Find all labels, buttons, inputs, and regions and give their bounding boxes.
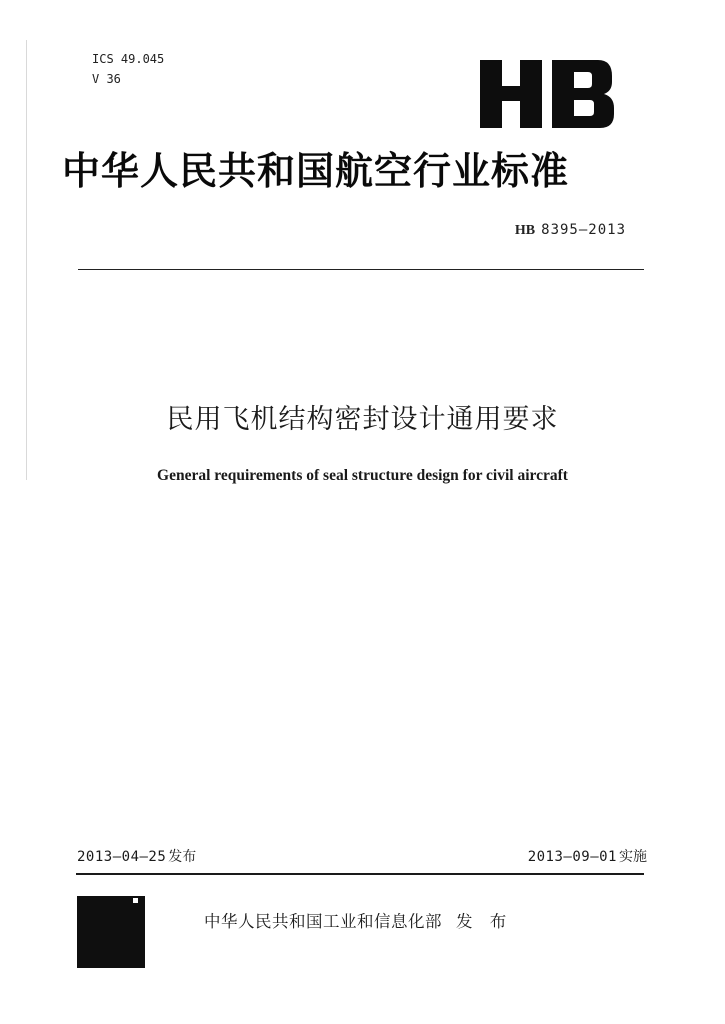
implement-label: 实施 [619, 849, 647, 865]
publisher-name: 中华人民共和国工业和信息化部 [204, 912, 442, 931]
standard-category-title: 中华人民共和国航空行业标准 [62, 149, 570, 193]
issue-date: 2013—04—25 [77, 849, 167, 865]
publisher-line [204, 911, 512, 933]
document-title-chinese: 民用飞机结构密封设计通用要求 [166, 404, 559, 435]
standard-number [515, 222, 626, 239]
ics-code: ICS 49.045 [92, 52, 165, 66]
implement-date: 2013—09—01 [527, 849, 617, 865]
issue-label: 发布 [168, 849, 197, 865]
implement-date-line [528, 848, 647, 866]
standard-number-value: 8395—2013 [541, 222, 626, 238]
standard-number-prefix: HB [514, 223, 536, 238]
issue-date-line [77, 848, 196, 866]
ccs-code: V 36 [92, 72, 121, 86]
publisher-seal-mark [77, 896, 145, 968]
publisher-action: 发 布 [456, 912, 513, 931]
hb-logo-letters [480, 60, 614, 128]
bottom-divider [76, 873, 644, 875]
hb-logo [480, 60, 614, 128]
document-title-english: General requirements of seal structure design for civil aircraft [157, 467, 568, 484]
top-divider [78, 269, 644, 270]
